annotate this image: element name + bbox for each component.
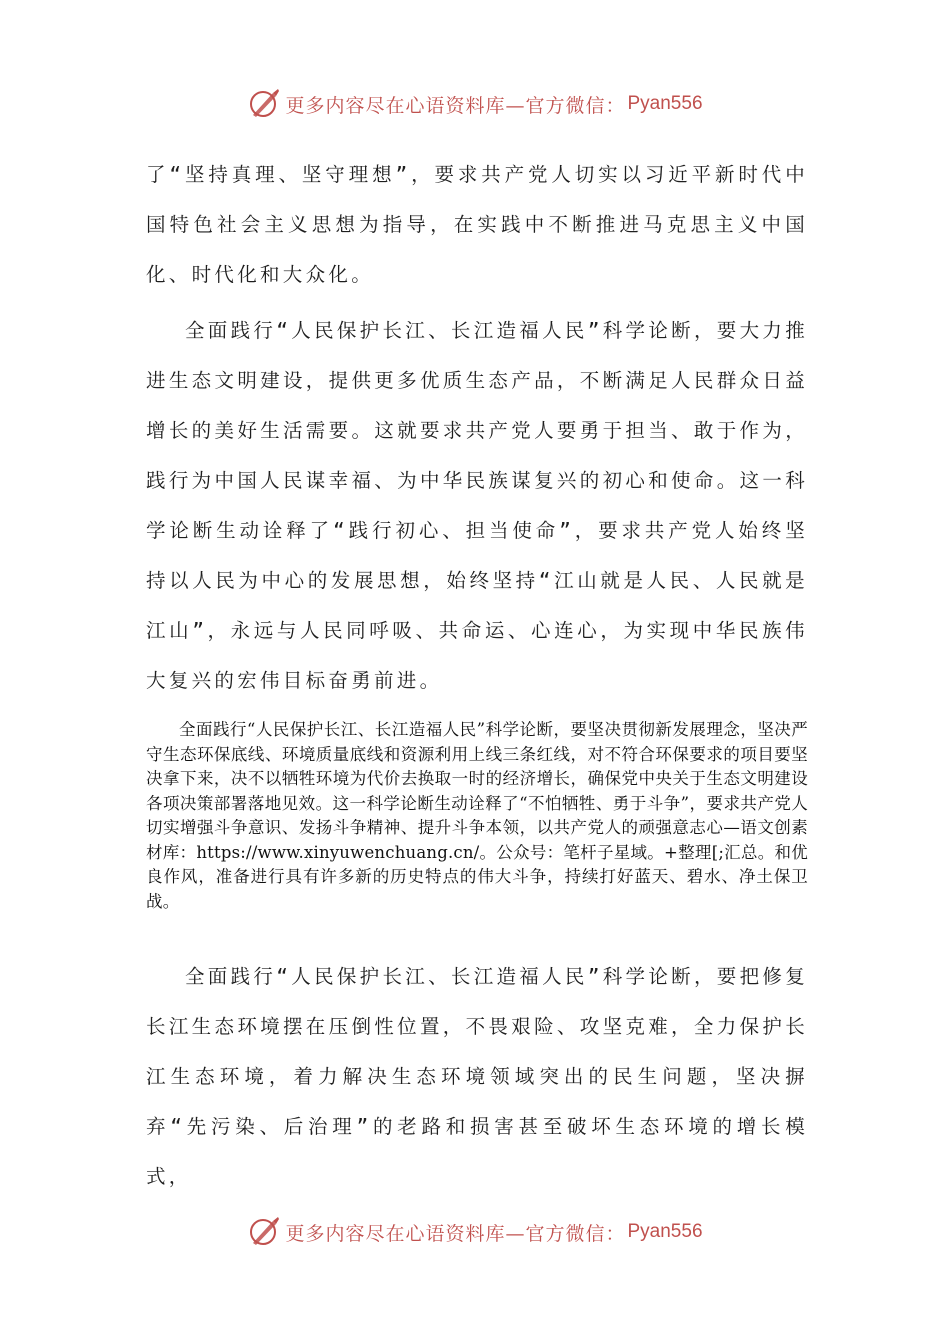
paragraph-4: 全面践行“人民保护长江、长江造福人民”科学论断，要把修复长江生态环境摆在压倒性位置，不畏艰险、攻坚克难，全力保护长江生态环境，着力解决生态环境领域突出的民生问题，坚决摒弃“先污染、后治理”的老路和损害甚至破坏生态环境的增长模式， bbox=[146, 965, 808, 1188]
paragraph-block-3 bbox=[146, 718, 808, 914]
quill-pen-logo-icon bbox=[247, 87, 281, 121]
paragraph-2: 全面践行“人民保护长江、长江造福人民”科学论断，要大力推进生态文明建设，提供更多优质生态产品，不断满足人民群众日益增长的美好生活需要。这就要求共产党人要勇于担当、敢于作为，践行为中国人民谋幸福、为中华民族谋复兴的初心和使命。这一科学论断生动诠释了“践行初心、担当使命”，要求共产党人始终坚持以人民为中心的发展思想，始终坚持“江山就是人民、人民就是江山”，永远与人民同呼吸、共命运、心连心，为实现中华民族伟大复兴的宏伟目标奋勇前进。 bbox=[146, 319, 808, 692]
banner-handle: Pyan556 bbox=[627, 1221, 703, 1242]
header-banner bbox=[0, 84, 950, 124]
banner-text: 更多内容尽在心语资料库—官方微信： bbox=[285, 94, 626, 117]
paragraph-1: 了“坚持真理、坚守理想”，要求共产党人切实以习近平新时代中国特色社会主义思想为指导，在实践中不断推进马克思主义中国化、时代化和大众化。 bbox=[146, 163, 808, 286]
quill-pen-logo-icon bbox=[247, 1215, 281, 1249]
banner-handle: Pyan556 bbox=[627, 93, 703, 114]
footer-banner bbox=[0, 1212, 950, 1252]
paragraph-block-4 bbox=[146, 952, 808, 1202]
paragraph-block-2 bbox=[146, 306, 808, 706]
paragraph-3: 全面践行“人民保护长江、长江造福人民”科学论断，要坚决贯彻新发展理念，坚决严守生态环保底线、环境质量底线和资源利用上线三条红线，对不符合环保要求的项目要坚决拿下来，决不以牺牲环境为代价去换取一时的经济增长，确保党中央关于生态文明建设各项决策部署落地见效。这一科学论断生动诠释了“不怕牺牲、勇于斗争”，要求共产党人切实增强斗争意识、发扬斗争精神、提升斗争本领，以共产党人的顽强意志心—语文创素材库：https://www.xinyuwenchuang.cn/。公众号：笔杆子星域。+整理[;汇总。和优良作风，准备进行具有许多新的历史特点的伟大斗争，持续打好蓝天、碧水、净土保卫战。 bbox=[146, 720, 808, 911]
banner-text: 更多内容尽在心语资料库—官方微信： bbox=[285, 1222, 626, 1245]
paragraph-block-1 bbox=[146, 150, 808, 300]
